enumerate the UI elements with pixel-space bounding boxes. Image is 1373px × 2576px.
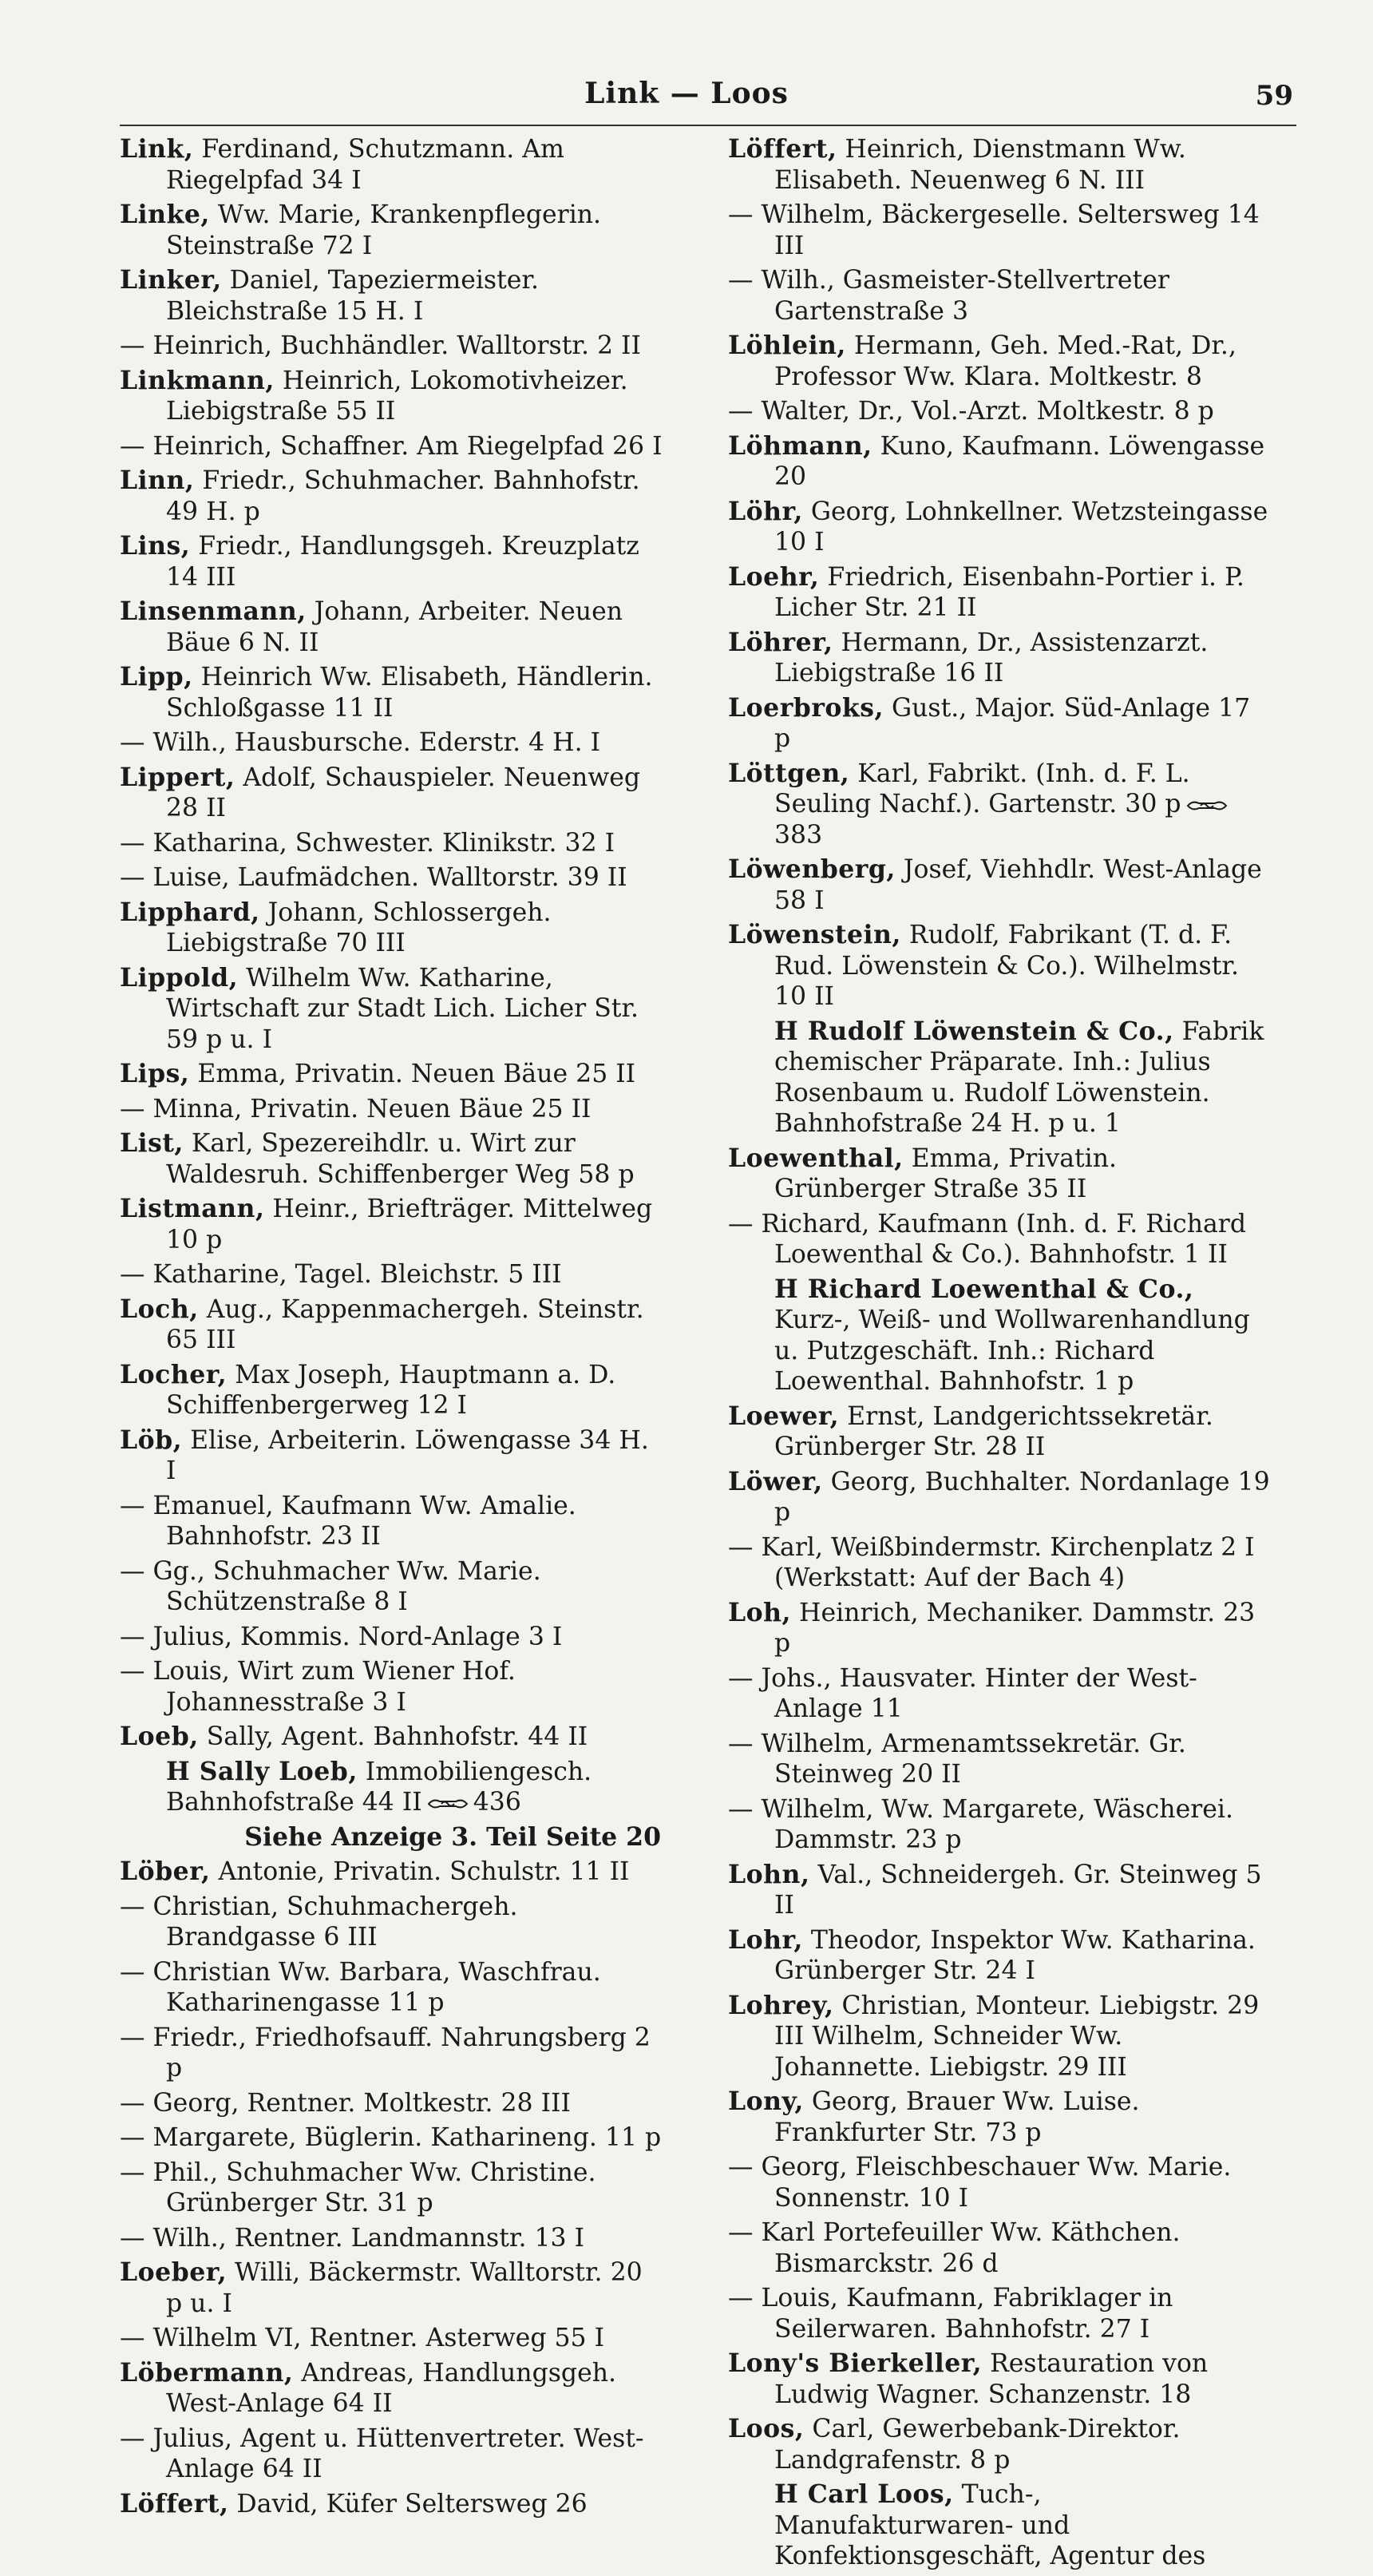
entry-surname: Lips, xyxy=(120,1059,190,1088)
directory-entry xyxy=(728,2283,1272,2344)
entry-surname: Lippold, xyxy=(120,962,239,993)
entry-details: — Julius, Agent u. Hüttenvertreter. West-Anlage 64 II xyxy=(120,2423,644,2483)
directory-entry xyxy=(120,1294,664,1356)
directory-entry xyxy=(728,1860,1272,1921)
directory-entry xyxy=(120,366,664,427)
entry-details: — Emanuel, Kaufmann Ww. Amalie. Bahnhofstr. 23 II xyxy=(120,1491,576,1551)
directory-entry xyxy=(728,1532,1272,1594)
directory-entry xyxy=(728,759,1272,851)
directory-entry xyxy=(728,693,1272,755)
directory-entry xyxy=(120,265,664,327)
directory-entry xyxy=(728,331,1272,392)
directory-entry xyxy=(728,2152,1272,2213)
entry-details: Heinrich Ww. Elisabeth, Händlerin. Schloßgasse 11 II xyxy=(166,663,653,723)
entry-surname: Loeb, xyxy=(120,1722,199,1751)
entry-details: Daniel, Tapeziermeister. Bleichstraße 15 H. I xyxy=(166,266,539,326)
entry-details: — Wilh., Hausbursche. Ederstr. 4 H. I xyxy=(120,728,601,757)
entry-details: Karl, Spezereihdlr. u. Wirt zur Waldesruh. Schiffenberger Weg 58 p xyxy=(166,1129,635,1189)
directory-entry xyxy=(120,1194,664,1255)
directory-entry xyxy=(728,200,1272,261)
directory-entry xyxy=(120,2122,664,2154)
page-number: 59 xyxy=(1255,80,1293,112)
directory-entry xyxy=(728,134,1272,196)
directory-entry xyxy=(728,1663,1272,1725)
entry-details: Friedr., Schuhmacher. Bahnhofstr. 49 H. p xyxy=(166,466,640,526)
directory-entry xyxy=(728,431,1272,493)
entry-details: Georg, Lohnkellner. Wetzsteingasse 10 I xyxy=(774,497,1268,557)
entry-surname: List, xyxy=(120,1128,184,1158)
firm-name: H Richard Loewenthal & Co., xyxy=(774,1274,1194,1304)
entry-details: — Wilhelm, Ww. Margarete, Wäscherei. Dammstr. 23 p xyxy=(728,1794,1234,1854)
entry-details: — Heinrich, Buchhändler. Walltorstr. 2 II xyxy=(120,331,641,360)
entry-details: Heinrich, Dienstmann Ww. Elisabeth. Neuenweg 6 N. III xyxy=(774,135,1186,195)
entry-details: — Karl Portefeuiller Ww. Käthchen. Bismarckstr. 26 d xyxy=(728,2218,1181,2278)
entry-details: Immobiliengesch. Bahnhofstraße 44 II xyxy=(166,1757,592,1817)
firm-name: H Sally Loeb, xyxy=(166,1756,358,1786)
directory-entry xyxy=(120,1094,664,1125)
firm-entry xyxy=(728,1274,1272,1397)
entry-surname: Löttgen, xyxy=(728,758,850,788)
entry-surname: Linkmann, xyxy=(120,365,275,395)
entry-details: — Katharine, Tagel. Bleichstr. 5 III xyxy=(120,1260,562,1289)
directory-entry xyxy=(728,1209,1272,1270)
firm-entry xyxy=(120,1757,664,1818)
entry-surname: Lippert, xyxy=(120,762,235,792)
entry-surname: Linke, xyxy=(120,200,210,229)
directory-entry xyxy=(728,1401,1272,1463)
left-column xyxy=(120,134,664,2523)
directory-entry xyxy=(728,396,1272,427)
advertisement-note: Siehe Anzeige 3. Teil Seite 20 xyxy=(244,1821,661,1852)
entry-surname: Löhlein, xyxy=(728,331,846,360)
entry-details: Ernst, Landgerichtssekretär. Grünberger Str. 28 II xyxy=(774,1401,1213,1461)
entry-details: — Gg., Schuhmacher Ww. Marie. Schützenstraße 8 I xyxy=(120,1556,541,1616)
entry-surname: Löbermann, xyxy=(120,2357,294,2388)
directory-entry xyxy=(728,628,1272,689)
entry-surname: Löb, xyxy=(120,1425,183,1455)
directory-entry xyxy=(120,963,664,1056)
entry-surname: Loos, xyxy=(728,2414,805,2443)
entry-details: Heinr., Briefträger. Mittelweg 10 p xyxy=(166,1195,653,1254)
directory-entry xyxy=(120,2158,664,2219)
entry-surname: Löhr, xyxy=(728,496,803,526)
directory-entry xyxy=(728,1991,1272,2083)
entry-surname: Listmann, xyxy=(120,1194,265,1223)
entry-details: — Wilhelm, Armenamtssekretär. Gr. Steinweg 20 II xyxy=(728,1729,1186,1789)
entry-surname: Lohr, xyxy=(728,1924,803,1955)
entry-details: — Wilhelm, Bäckergeselle. Seltersweg 14 III xyxy=(728,200,1260,260)
entry-details: — Heinrich, Schaffner. Am Riegelpfad 26 I xyxy=(120,431,663,461)
directory-entry xyxy=(120,2423,664,2485)
phone-number: 383 xyxy=(774,820,823,850)
entry-surname: Lohrey, xyxy=(728,1990,834,2020)
directory-entry xyxy=(728,1143,1272,1205)
entry-surname: Linsenmann, xyxy=(120,596,307,626)
entry-surname: Lony, xyxy=(728,2087,804,2116)
entry-surname: Löhmann, xyxy=(728,430,872,461)
entry-surname: Loewenthal, xyxy=(728,1143,904,1173)
firm-entry xyxy=(728,2479,1272,2572)
entry-surname: Lins, xyxy=(120,531,191,561)
entry-details: — Margarete, Büglerin. Katharineng. 11 p xyxy=(120,2123,662,2152)
directory-entry xyxy=(120,1622,664,1653)
entry-details: Ww. Marie, Krankenpflegerin. Steinstraße 72 I xyxy=(166,200,602,260)
entry-details: — Christian Ww. Barbara, Waschfrau. Katharinengasse 11 p xyxy=(120,1957,601,2017)
entry-details: Ferdinand, Schutzmann. Am Riegelpfad 34 I xyxy=(166,135,564,195)
entry-surname: Lohn, xyxy=(728,1859,810,1889)
entry-details: Theodor, Inspektor Ww. Katharina. Grünberger Str. 24 I xyxy=(774,1925,1256,1985)
entry-details: — Walter, Dr., Vol.-Arzt. Moltkestr. 8 p xyxy=(728,397,1214,426)
directory-entry xyxy=(120,531,664,592)
directory-entry xyxy=(120,1857,664,1888)
directory-entry xyxy=(728,1794,1272,1856)
directory-entry xyxy=(120,2023,664,2084)
directory-entry xyxy=(728,854,1272,916)
directory-entry xyxy=(120,1722,664,1753)
entry-details: — Katharina, Schwester. Klinikstr. 32 I xyxy=(120,828,615,858)
entry-surname: Löwenstein, xyxy=(728,920,901,949)
directory-entry xyxy=(728,1598,1272,1659)
entry-details: Aug., Kappenmachergeh. Steinstr. 65 III xyxy=(166,1294,644,1354)
entry-details: — Richard, Kaufmann (Inh. d. F. Richard Loewenthal & Co.). Bahnhofstr. 1 II xyxy=(728,1209,1246,1269)
directory-entry xyxy=(120,134,664,196)
directory-entry xyxy=(120,2489,664,2520)
entry-details: Tuch-, Manufakturwaren- und Konfektionsgeschäft, Agentur des xyxy=(774,2480,1206,2570)
entry-surname: Linker, xyxy=(120,265,222,295)
entry-details: — Julius, Kommis. Nord-Anlage 3 I xyxy=(120,1622,563,1651)
directory-entry xyxy=(120,862,664,894)
entry-surname: Loh, xyxy=(728,1597,792,1627)
directory-entry xyxy=(728,2348,1272,2410)
entry-surname: Locher, xyxy=(120,1359,228,1389)
entry-surname: Loehr, xyxy=(728,561,820,592)
entry-details: — Luise, Laufmädchen. Walltorstr. 39 II xyxy=(120,863,627,892)
entry-details: — Phil., Schuhmacher Ww. Christine. Grünberger Str. 31 p xyxy=(120,2158,596,2217)
entry-details: Elise, Arbeiterin. Löwengasse 34 H. I xyxy=(166,1425,649,1485)
header-rule xyxy=(120,125,1296,126)
directory-entry xyxy=(120,331,664,362)
telephone-icon xyxy=(1186,799,1228,813)
directory-entry xyxy=(120,1425,664,1487)
entry-details: — Georg, Fleischbeschauer Ww. Marie. Sonnenstr. 10 I xyxy=(728,2153,1232,2213)
entry-surname: Linn, xyxy=(120,466,195,495)
entry-details: Karl, Fabrikt. (Inh. d. F. L. Seuling Nachf.). Gartenstr. 30 p xyxy=(774,759,1190,818)
entry-details: — Minna, Privatin. Neuen Bäue 25 II xyxy=(120,1094,592,1124)
entry-surname: Löffert, xyxy=(728,134,837,164)
directory-entry xyxy=(120,1059,664,1090)
directory-entry xyxy=(728,1925,1272,1987)
entry-details: Gust., Major. Süd-Anlage 17 p xyxy=(774,693,1251,753)
entry-surname: Link, xyxy=(120,134,194,164)
directory-entry xyxy=(120,431,664,462)
entry-details: Andreas, Handlungsgeh. West-Anlage 64 II xyxy=(166,2358,617,2418)
directory-entry xyxy=(728,1467,1272,1528)
entry-details: Wilhelm Ww. Katharine, Wirtschaft zur Stadt Lich. Licher Str. 59 p u. I xyxy=(166,963,639,1054)
entry-details: Heinrich, Lokomotivheizer. Liebigstraße 55 II xyxy=(166,366,628,426)
entry-details: Emma, Privatin. Grünberger Straße 35 II xyxy=(774,1143,1118,1203)
directory-entry xyxy=(120,2223,664,2254)
directory-entry xyxy=(120,596,664,658)
entry-details: — Johs., Hausvater. Hinter der West-Anlage 11 xyxy=(728,1663,1197,1723)
entry-surname: Loewer, xyxy=(728,1401,840,1431)
directory-entry xyxy=(120,898,664,959)
entry-surname: Loch, xyxy=(120,1294,199,1324)
entry-details: — Friedr., Friedhofsauff. Nahrungsberg 2 p xyxy=(120,2023,651,2083)
directory-entry xyxy=(120,662,664,723)
directory-entry xyxy=(120,1491,664,1552)
directory-entry xyxy=(120,2088,664,2119)
firm-name: H Rudolf Löwenstein & Co., xyxy=(774,1016,1174,1046)
entry-details: Hermann, Dr., Assistenzarzt. Liebigstraße 16 II xyxy=(774,628,1209,688)
entry-details: Josef, Viehhdlr. West-Anlage 58 I xyxy=(774,855,1262,915)
directory-entry xyxy=(728,497,1272,558)
entry-details: Georg, Buchhalter. Nordanlage 19 p xyxy=(774,1467,1270,1527)
directory-entry xyxy=(728,265,1272,327)
directory-entry xyxy=(728,920,1272,1013)
entry-surname: Lipphard, xyxy=(120,897,260,927)
entry-surname: Loeber, xyxy=(120,2257,228,2287)
entry-surname: Loerbroks, xyxy=(728,692,884,723)
entry-details: Friedr., Handlungsgeh. Kreuzplatz 14 III xyxy=(166,532,639,592)
entry-details: — Louis, Kaufmann, Fabriklager in Seilerwaren. Bahnhofstr. 27 I xyxy=(728,2284,1173,2344)
directory-entry xyxy=(120,727,664,759)
directory-entry xyxy=(120,1656,664,1718)
right-column xyxy=(728,134,1272,2576)
directory-entry xyxy=(120,2358,664,2419)
entry-details: Adolf, Schauspieler. Neuenweg 28 II xyxy=(166,763,641,822)
entry-surname: Löffert, xyxy=(120,2488,229,2519)
running-head: Link — Loos xyxy=(584,77,789,110)
entry-details: Kuno, Kaufmann. Löwengasse 20 xyxy=(774,431,1265,491)
entry-details: Fabrik chemischer Präparate. Inh.: Julius Rosenbaum u. Rudolf Löwenstein. Bahnhofstraße 24 H. p u. 1 xyxy=(774,1017,1264,1138)
entry-details: Georg, Brauer Ww. Luise. Frankfurter Str. 73 p xyxy=(774,2087,1140,2147)
entry-details: Max Joseph, Hauptmann a. D. Schiffenbergerweg 12 I xyxy=(166,1360,616,1420)
directory-entry xyxy=(120,200,664,261)
entry-surname: Löwenberg, xyxy=(728,854,896,884)
entry-details: Johann, Arbeiter. Neuen Bäue 6 N. II xyxy=(166,597,623,657)
firm-entry xyxy=(728,1017,1272,1139)
directory-entry xyxy=(120,1259,664,1290)
directory-entry xyxy=(120,2257,664,2319)
entry-surname: Lony's Bierkeller, xyxy=(728,2348,983,2378)
directory-entry xyxy=(120,1128,664,1190)
directory-entry xyxy=(728,562,1272,624)
entry-details: — Wilhelm VI, Rentner. Asterweg 55 I xyxy=(120,2324,605,2352)
directory-entry xyxy=(120,1556,664,1618)
entry-details: — Louis, Wirt zum Wiener Hof. Johannesstraße 3 I xyxy=(120,1657,516,1717)
entry-details: Kurz-, Weiß- und Wollwarenhandlung u. Putzgeschäft. Inh.: Richard Loewenthal. Bahnhofstr. 1 p xyxy=(774,1306,1250,1396)
firm-name: H Carl Loos, xyxy=(774,2479,954,2509)
directory-entry xyxy=(120,1892,664,1953)
entry-details: Rudolf, Fabrikant (T. d. F. Rud. Löwenstein & Co.). Wilhelmstr. 10 II xyxy=(774,921,1239,1011)
entry-details: Christian, Monteur. Liebigstr. 29 III Wilhelm, Schneider Ww. Johannette. Liebigstr. 29 III xyxy=(774,1991,1260,2082)
entry-details: — Wilh., Rentner. Landmannstr. 13 I xyxy=(120,2223,585,2253)
directory-entry xyxy=(120,1360,664,1421)
entry-details: Restauration von Ludwig Wagner. Schanzenstr. 18 xyxy=(774,2349,1209,2409)
entry-details: Carl, Gewerbebank-Direktor. Landgrafenstr. 8 p xyxy=(774,2415,1181,2475)
directory-entry xyxy=(728,1729,1272,1790)
directory-entry xyxy=(120,466,664,527)
entry-details: Heinrich, Mechaniker. Dammstr. 23 p xyxy=(774,1598,1256,1658)
entry-surname: Lipp, xyxy=(120,662,193,692)
entry-details: Friedrich, Eisenbahn-Portier i. P. Licher Str. 21 II xyxy=(774,562,1244,622)
entry-details: David, Küfer Seltersweg 26 xyxy=(228,2489,588,2519)
entry-details: Emma, Privatin. Neuen Bäue 25 II xyxy=(189,1060,636,1088)
entry-details: — Karl, Weißbindermstr. Kirchenplatz 2 I (Werkstatt: Auf der Bach 4) xyxy=(728,1532,1255,1592)
entry-details: Val., Schneidergeh. Gr. Steinweg 5 II xyxy=(774,1860,1262,1920)
entry-surname: Löhrer, xyxy=(728,627,833,657)
entry-details: Johann, Schlossergeh. Liebigstraße 70 III xyxy=(166,898,552,957)
entry-details: Willi, Bäckermstr. Walltorstr. 20 p u. I xyxy=(166,2258,643,2318)
entry-details: — Christian, Schuhmachergeh. Brandgasse 6 III xyxy=(120,1892,518,1952)
directory-entry xyxy=(728,2414,1272,2475)
entry-details: — Wilh., Gasmeister-Stellvertreter Gartenstraße 3 xyxy=(728,266,1169,326)
telephone-icon xyxy=(427,1797,469,1811)
phone-number: 436 xyxy=(473,1788,521,1817)
entry-details: Hermann, Geh. Med.-Rat, Dr., Professor Ww. Klara. Moltkestr. 8 xyxy=(774,331,1236,391)
entry-details: Sally, Agent. Bahnhofstr. 44 II xyxy=(198,1722,588,1751)
entry-surname: Löber, xyxy=(120,1857,211,1886)
directory-entry xyxy=(120,2323,664,2354)
entry-surname: Löwer, xyxy=(728,1466,823,1496)
directory-entry xyxy=(728,2087,1272,2148)
directory-entry xyxy=(120,763,664,824)
directory-entry xyxy=(120,828,664,859)
entry-details: — Georg, Rentner. Moltkestr. 28 III xyxy=(120,2088,571,2118)
directory-entry xyxy=(728,2217,1272,2279)
directory-entry xyxy=(120,1957,664,2019)
entry-details: Antonie, Privatin. Schulstr. 11 II xyxy=(210,1857,630,1886)
